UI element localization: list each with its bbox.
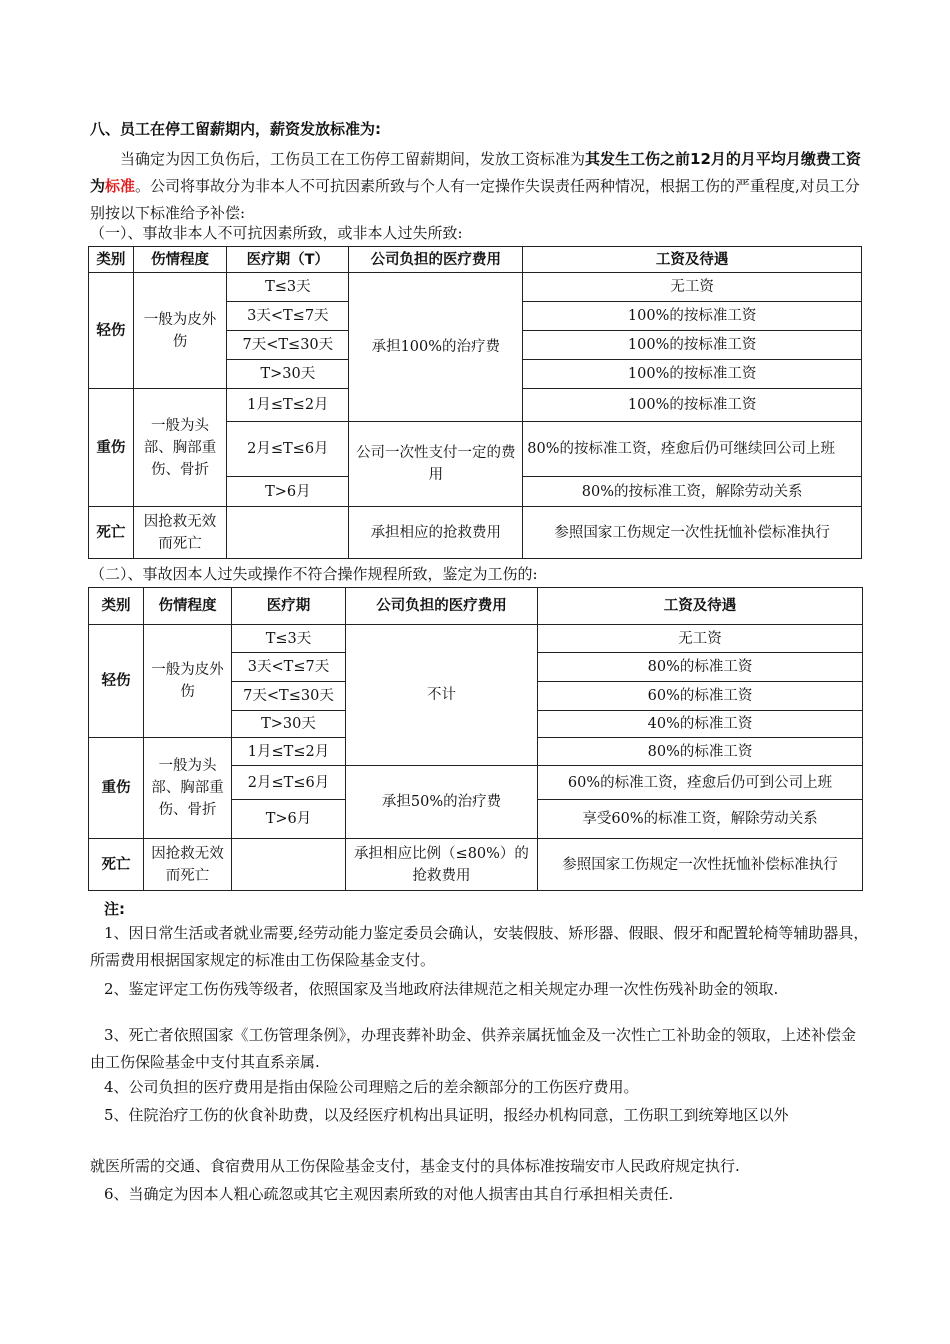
pay-cell: 100%的按标准工资	[523, 331, 862, 360]
header-pay: 工资及待遇	[523, 247, 862, 273]
pay-cell: 享受60%的标准工资，解除劳动关系	[538, 800, 863, 839]
header-category: 类别	[89, 588, 144, 625]
period-cell: T≤3天	[232, 625, 346, 653]
pay-cell: 80%的标准工资	[538, 738, 863, 766]
intro-bold-text: 其发生工伤之前12月的月平均月缴费工资为	[90, 150, 861, 195]
pay-cell: 100%的按标准工资	[523, 389, 862, 422]
pay-cell: 参照国家工伤规定一次性抚恤补偿标准执行	[523, 507, 862, 559]
note-item: 1、因日常生活或者就业需要,经劳动能力鉴定委员会确认，安装假肢、矫形器、假眼、假牙和配置轮椅等辅助器具，所需费用根据国家规定的标准由工伤保险基金支付。	[90, 924, 869, 969]
table-row	[89, 625, 863, 653]
period-cell	[232, 839, 346, 891]
table-row	[89, 839, 863, 891]
notes-title: 注:	[104, 900, 125, 918]
compensation-table-2	[88, 587, 863, 891]
degree-cell: 一般为头部、胸部重伤、骨折	[144, 738, 232, 839]
header-cost: 公司负担的医疗费用	[346, 588, 538, 625]
degree-cell: 一般为皮外伤	[144, 625, 232, 738]
header-period: 医疗期	[232, 588, 346, 625]
period-cell: 7天<T≤30天	[227, 331, 349, 360]
cost-cell: 承担相应比例（≤80%）的抢救费用	[346, 839, 538, 891]
table-header-row	[89, 588, 863, 625]
period-cell: 3天<T≤7天	[232, 653, 346, 682]
cost-cell: 不计	[346, 625, 538, 766]
note-item: 3、死亡者依照国家《工伤管理条例》，办理丧葬补助金、供养亲属抚恤金及一次性亡工补助金的领取，上述补偿金由工伤保险基金中支付其直系亲属.	[90, 1026, 857, 1071]
degree-cell: 一般为头部、胸部重伤、骨折	[133, 389, 227, 507]
period-cell: 7天<T≤30天	[232, 682, 346, 711]
pay-cell: 无工资	[523, 273, 862, 302]
header-pay: 工资及待遇	[538, 588, 863, 625]
pay-cell: 40%的标准工资	[538, 711, 863, 738]
category-cell: 重伤	[89, 738, 144, 839]
period-cell: 1月≤T≤2月	[227, 389, 349, 422]
pay-cell: 60%的标准工资	[538, 682, 863, 711]
table-header-row	[89, 247, 862, 273]
category-cell: 重伤	[89, 389, 134, 507]
note-item: 2、鉴定评定工伤伤残等级者，依照国家及当地政府法律规范之相关规定办理一次性伤残补助金的领取.	[104, 980, 779, 998]
cost-cell: 承担相应的抢救费用	[349, 507, 523, 559]
table-row	[89, 507, 862, 559]
pay-cell: 80%的按标准工资，痊愈后仍可继续回公司上班	[523, 422, 862, 477]
note-item: 就医所需的交通、食宿费用从工伤保险基金支付，基金支付的具体标准按瑞安市人民政府规定执行.	[90, 1157, 740, 1175]
period-cell: 1月≤T≤2月	[232, 738, 346, 766]
period-cell: T≤3天	[227, 273, 349, 302]
intro-text: 当确定为因工负伤后，工伤员工在工伤停工留薪期间，发放工资标准为	[120, 150, 586, 168]
header-degree: 伤情程度	[133, 247, 227, 273]
period-cell	[227, 507, 349, 559]
compensation-table-1	[88, 246, 862, 559]
pay-cell: 80%的按标准工资，解除劳动关系	[523, 477, 862, 507]
section-heading: 八、员工在停工留薪期内，薪资发放标准为:	[90, 120, 382, 138]
category-cell: 轻伤	[89, 625, 144, 738]
section2-title: （二）、事故因本人过失或操作不符合操作规程所致，鉴定为工伤的:	[90, 565, 538, 583]
cost-cell: 承担50%的治疗费	[346, 766, 538, 839]
intro-paragraph	[90, 146, 865, 227]
period-cell: T>30天	[232, 711, 346, 738]
degree-cell: 因抢救无效而死亡	[144, 839, 232, 891]
period-cell: 2月≤T≤6月	[227, 422, 349, 477]
intro-text-end: 。公司将事故分为非本人不可抗因素所致与个人有一定操作失误责任两种情况，根据工伤的严重程度,对员工分别按以下标准给予补偿:	[90, 177, 860, 222]
intro-red-text: 标准	[105, 177, 136, 195]
header-period: 医疗期（T）	[227, 247, 349, 273]
table-row	[89, 273, 862, 302]
cost-cell: 承担100%的治疗费	[349, 273, 523, 422]
note-item: 5、住院治疗工伤的伙食补助费，以及经医疗机构出具证明，报经办机构同意，工伤职工到统筹地区以外	[104, 1106, 789, 1124]
degree-cell: 一般为皮外伤	[133, 273, 227, 389]
header-degree: 伤情程度	[144, 588, 232, 625]
note-item: 6、当确定为因本人粗心疏忽或其它主观因素所致的对他人损害由其自行承担相关责任.	[104, 1185, 674, 1203]
category-cell: 死亡	[89, 839, 144, 891]
pay-cell: 60%的标准工资，痊愈后仍可到公司上班	[538, 766, 863, 800]
period-cell: 3天<T≤7天	[227, 302, 349, 331]
pay-cell: 100%的按标准工资	[523, 360, 862, 389]
category-cell: 死亡	[89, 507, 134, 559]
period-cell: T>30天	[227, 360, 349, 389]
pay-cell: 100%的按标准工资	[523, 302, 862, 331]
period-cell: T>6月	[232, 800, 346, 839]
section1-title: （一）、事故非本人不可抗因素所致，或非本人过失所致:	[90, 224, 463, 242]
pay-cell: 无工资	[538, 625, 863, 653]
cost-cell: 公司一次性支付一定的费用	[349, 422, 523, 507]
category-cell: 轻伤	[89, 273, 134, 389]
period-cell: T>6月	[227, 477, 349, 507]
period-cell: 2月≤T≤6月	[232, 766, 346, 800]
note-item: 4、公司负担的医疗费用是指由保险公司理赔之后的差余额部分的工伤医疗费用。	[104, 1078, 639, 1096]
header-category: 类别	[89, 247, 134, 273]
degree-cell: 因抢救无效而死亡	[133, 507, 227, 559]
pay-cell: 参照国家工伤规定一次性抚恤补偿标准执行	[538, 839, 863, 891]
header-cost: 公司负担的医疗费用	[349, 247, 523, 273]
pay-cell: 80%的标准工资	[538, 653, 863, 682]
